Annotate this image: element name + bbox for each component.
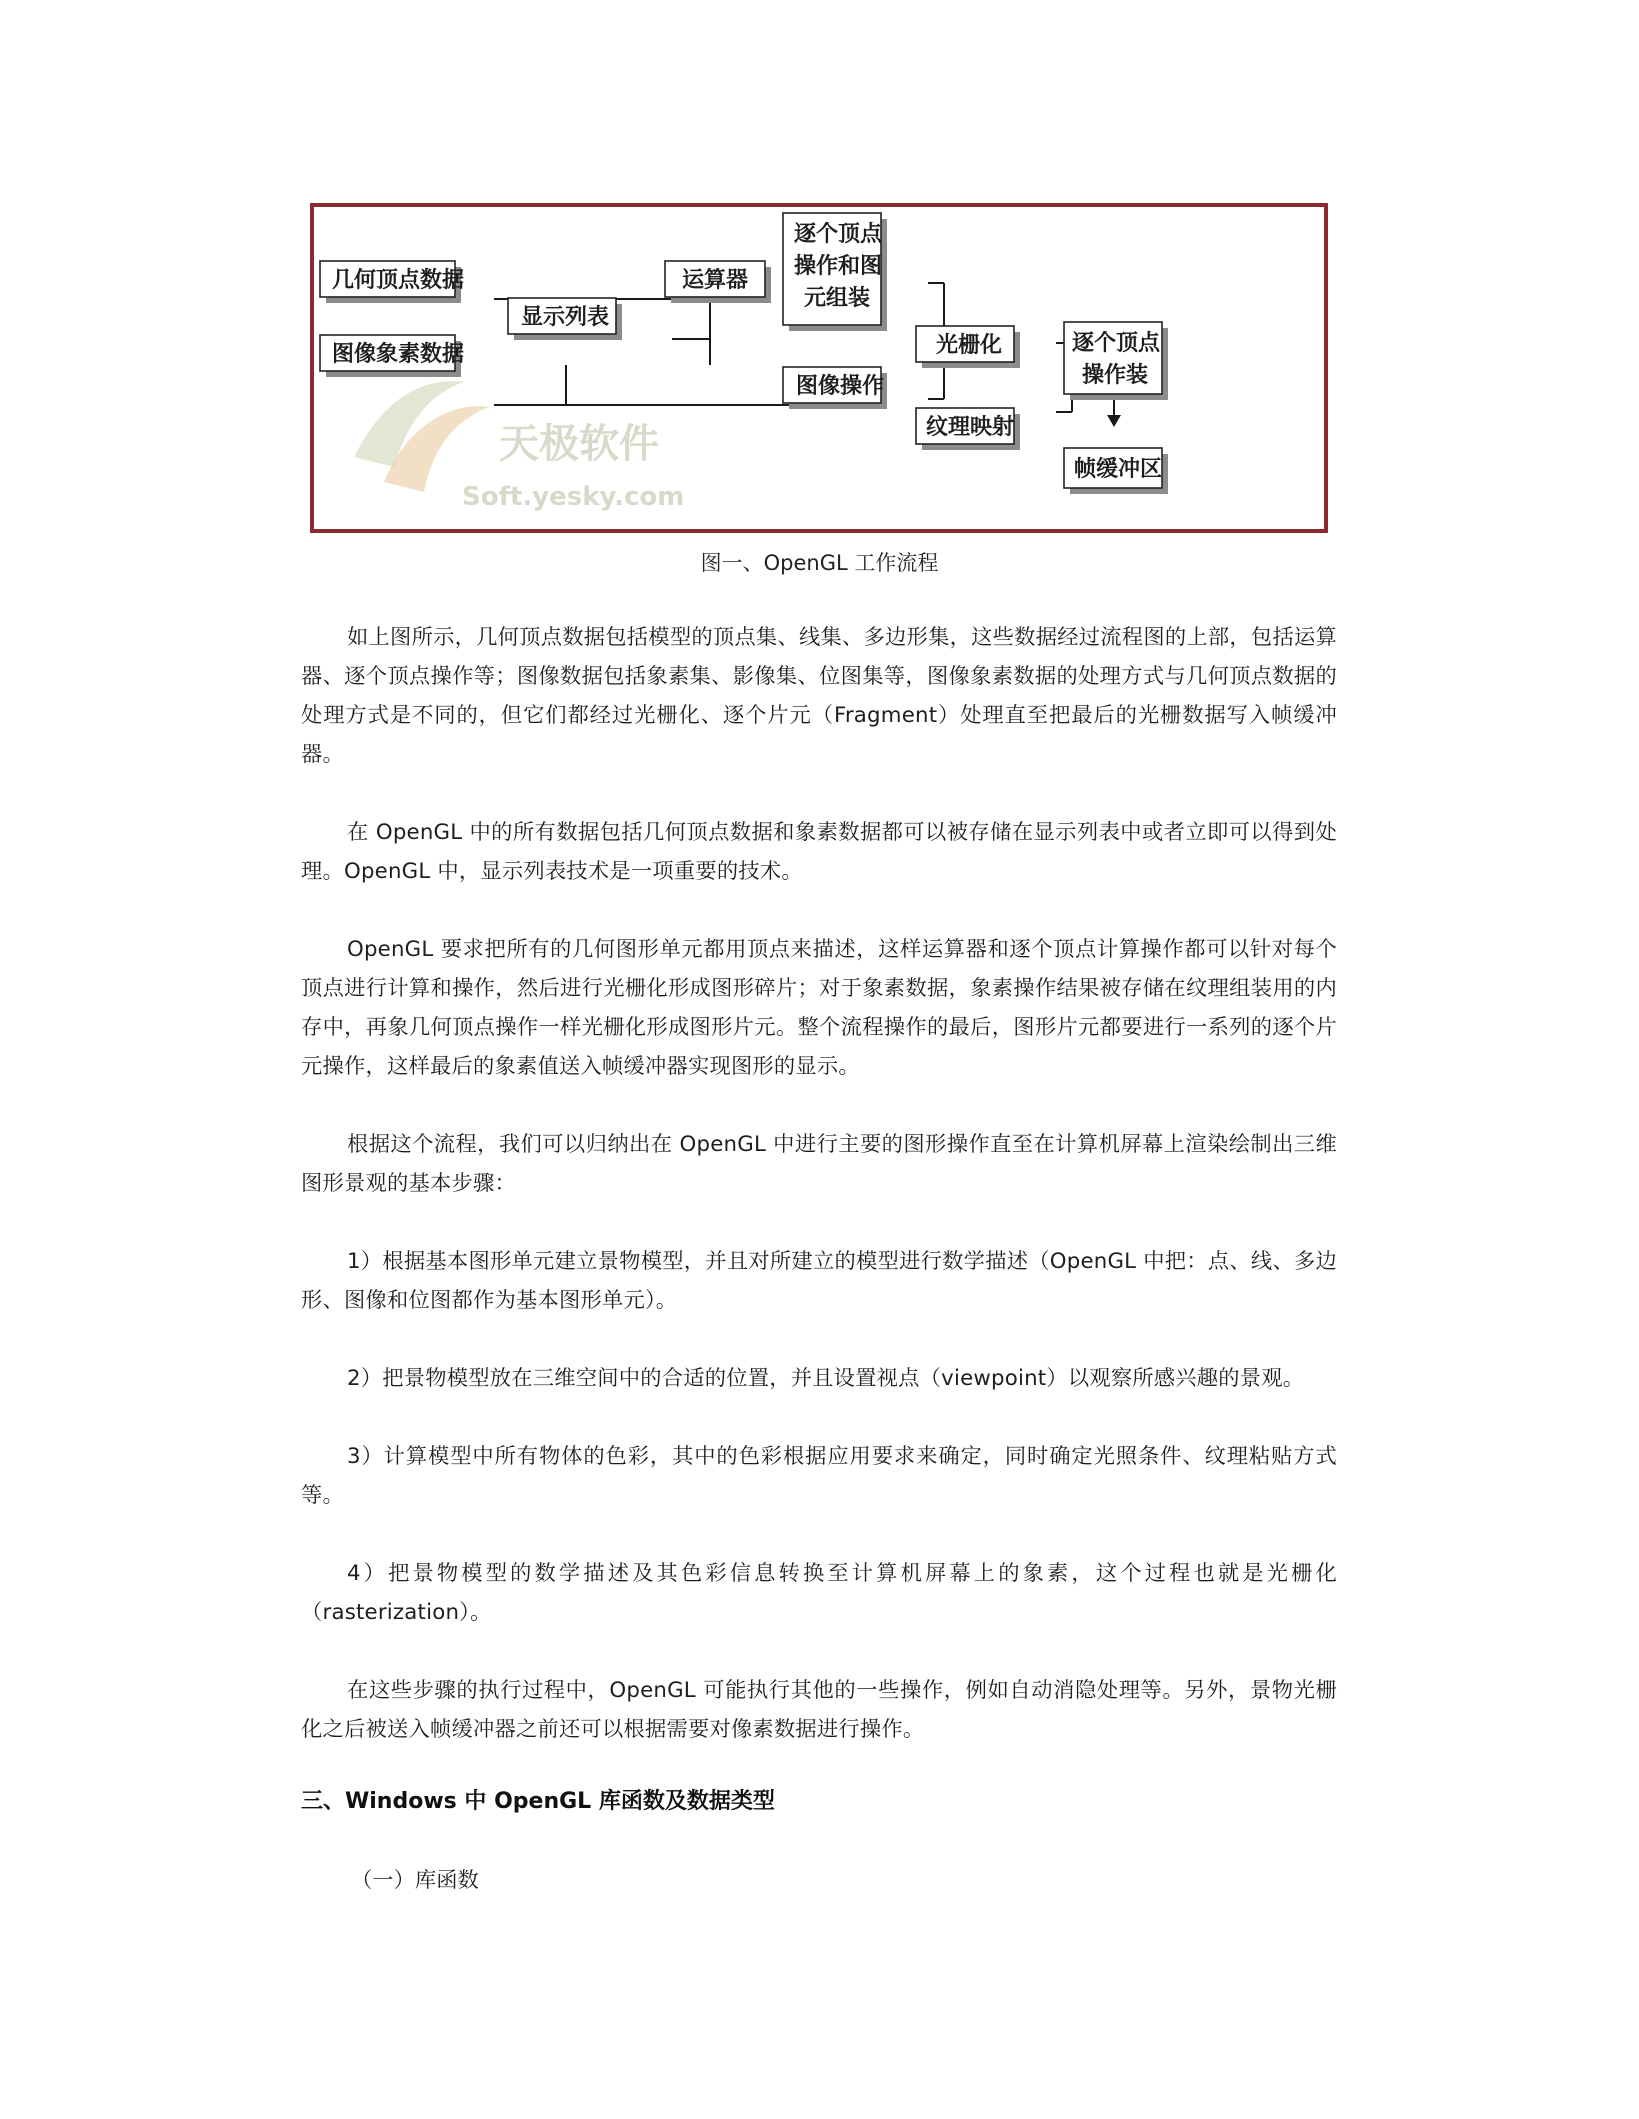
box-image-ops bbox=[783, 367, 887, 409]
box-per-vertex-ops-line2: 操作和图 bbox=[794, 254, 883, 279]
step-1-text: 1）根据基本图形单元建立景物模型，并且对所建立的模型进行数学描述（OpenGL 中把：点、线、多边形、图像和位图都作为基本图形单元）。 bbox=[301, 1249, 1337, 1313]
box-display-list-label: 显示列表 bbox=[521, 305, 610, 330]
step-2 bbox=[301, 1359, 1337, 1398]
box-per-vertex-ops bbox=[783, 213, 887, 331]
step-1 bbox=[301, 1242, 1337, 1320]
step-4 bbox=[301, 1554, 1337, 1632]
box-geometry-vertex-label: 几何顶点数据 bbox=[332, 268, 465, 293]
box-frame-buffer bbox=[1064, 448, 1168, 494]
paragraph-4 bbox=[301, 1125, 1337, 1203]
box-display-list bbox=[508, 298, 622, 340]
box-geometry-vertex bbox=[320, 261, 464, 303]
watermark-sub-text: Soft.yesky.com bbox=[462, 482, 685, 512]
paragraph-3 bbox=[301, 930, 1337, 1086]
box-rasterization bbox=[916, 326, 1020, 368]
watermark bbox=[354, 381, 684, 512]
box-per-fragment-ops bbox=[1064, 322, 1168, 400]
paragraph-1-text: 如上图所示，几何顶点数据包括模型的顶点集、线集、多边形集，这些数据经过流程图的上部，包括运算器、逐个顶点操作等；图像数据包括象素集、影像集、位图集等，图像象素数据的处理方式与几何顶点数据的处理方式是不同的，但它们都经过光栅化、逐个片元（Fragment）处理直至把最后的光栅数据写入帧缓冲器。 bbox=[301, 625, 1337, 767]
paragraph-1 bbox=[301, 618, 1337, 774]
box-evaluator bbox=[665, 261, 771, 303]
arrow-down-icon bbox=[1107, 415, 1121, 427]
box-image-ops-label: 图像操作 bbox=[796, 374, 885, 399]
section-heading: 三、Windows 中 OpenGL 库函数及数据类型 bbox=[301, 1789, 775, 1814]
box-per-fragment-line2: 操作装 bbox=[1082, 363, 1149, 388]
opengl-pipeline-figure bbox=[310, 203, 1328, 533]
figure-caption: 图一、OpenGL 工作流程 bbox=[700, 551, 939, 575]
watermark-main-text: 天极软件 bbox=[499, 421, 659, 467]
paragraph-3-text: OpenGL 要求把所有的几何图形单元都用顶点来描述，这样运算器和逐个顶点计算操作都可以针对每个顶点进行计算和操作，然后进行光栅化形成图形碎片；对于象素数据，象素操作结果被存储在纹理组装用的内存中，再象几何顶点操作一样光栅化形成图形片元。整个流程操作的最后，图形片元都要进行一系列的逐个片元操作，这样最后的象素值送入帧缓冲器实现图形的显示。 bbox=[301, 937, 1337, 1079]
box-rasterization-label: 光栅化 bbox=[936, 333, 1003, 358]
box-frame-buffer-label: 帧缓冲区 bbox=[1074, 457, 1163, 482]
box-per-vertex-ops-line1: 逐个顶点 bbox=[794, 222, 883, 247]
box-texture-mapping bbox=[916, 408, 1020, 450]
box-texture-mapping-label: 纹理映射 bbox=[926, 415, 1015, 440]
box-image-pixel bbox=[320, 335, 464, 377]
paragraph-2-text: 在 OpenGL 中的所有数据包括几何顶点数据和象素数据都可以被存储在显示列表中或者立即可以得到处理。OpenGL 中，显示列表技术是一项重要的技术。 bbox=[301, 820, 1337, 884]
step-3-text: 3）计算模型中所有物体的色彩，其中的色彩根据应用要求来确定，同时确定光照条件、纹理粘贴方式等。 bbox=[301, 1444, 1337, 1508]
box-per-fragment-line1: 逐个顶点 bbox=[1072, 331, 1161, 356]
paragraph-4-text: 根据这个流程，我们可以归纳出在 OpenGL 中进行主要的图形操作直至在计算机屏幕上渲染绘制出三维图形景观的基本步骤： bbox=[301, 1132, 1337, 1196]
box-per-vertex-ops-line3: 元组装 bbox=[804, 286, 871, 311]
paragraph-5 bbox=[301, 1671, 1337, 1749]
subsection-heading: （一）库函数 bbox=[351, 1868, 479, 1893]
box-evaluator-label: 运算器 bbox=[682, 268, 749, 293]
paragraph-5-text: 在这些步骤的执行过程中，OpenGL 可能执行其他的一些操作，例如自动消隐处理等。另外，景物光栅化之后被送入帧缓冲器之前还可以根据需要对像素数据进行操作。 bbox=[301, 1678, 1337, 1742]
pipeline-diagram bbox=[314, 207, 1324, 529]
step-3 bbox=[301, 1437, 1337, 1515]
step-4-text: 4）把景物模型的数学描述及其色彩信息转换至计算机屏幕上的象素，这个过程也就是光栅化（rasterization）。 bbox=[301, 1561, 1337, 1625]
paragraph-2 bbox=[301, 813, 1337, 891]
box-image-pixel-label: 图像象素数据 bbox=[332, 342, 465, 367]
step-2-text: 2）把景物模型放在三维空间中的合适的位置，并且设置视点（viewpoint）以观察所感兴趣的景观。 bbox=[347, 1366, 1305, 1391]
